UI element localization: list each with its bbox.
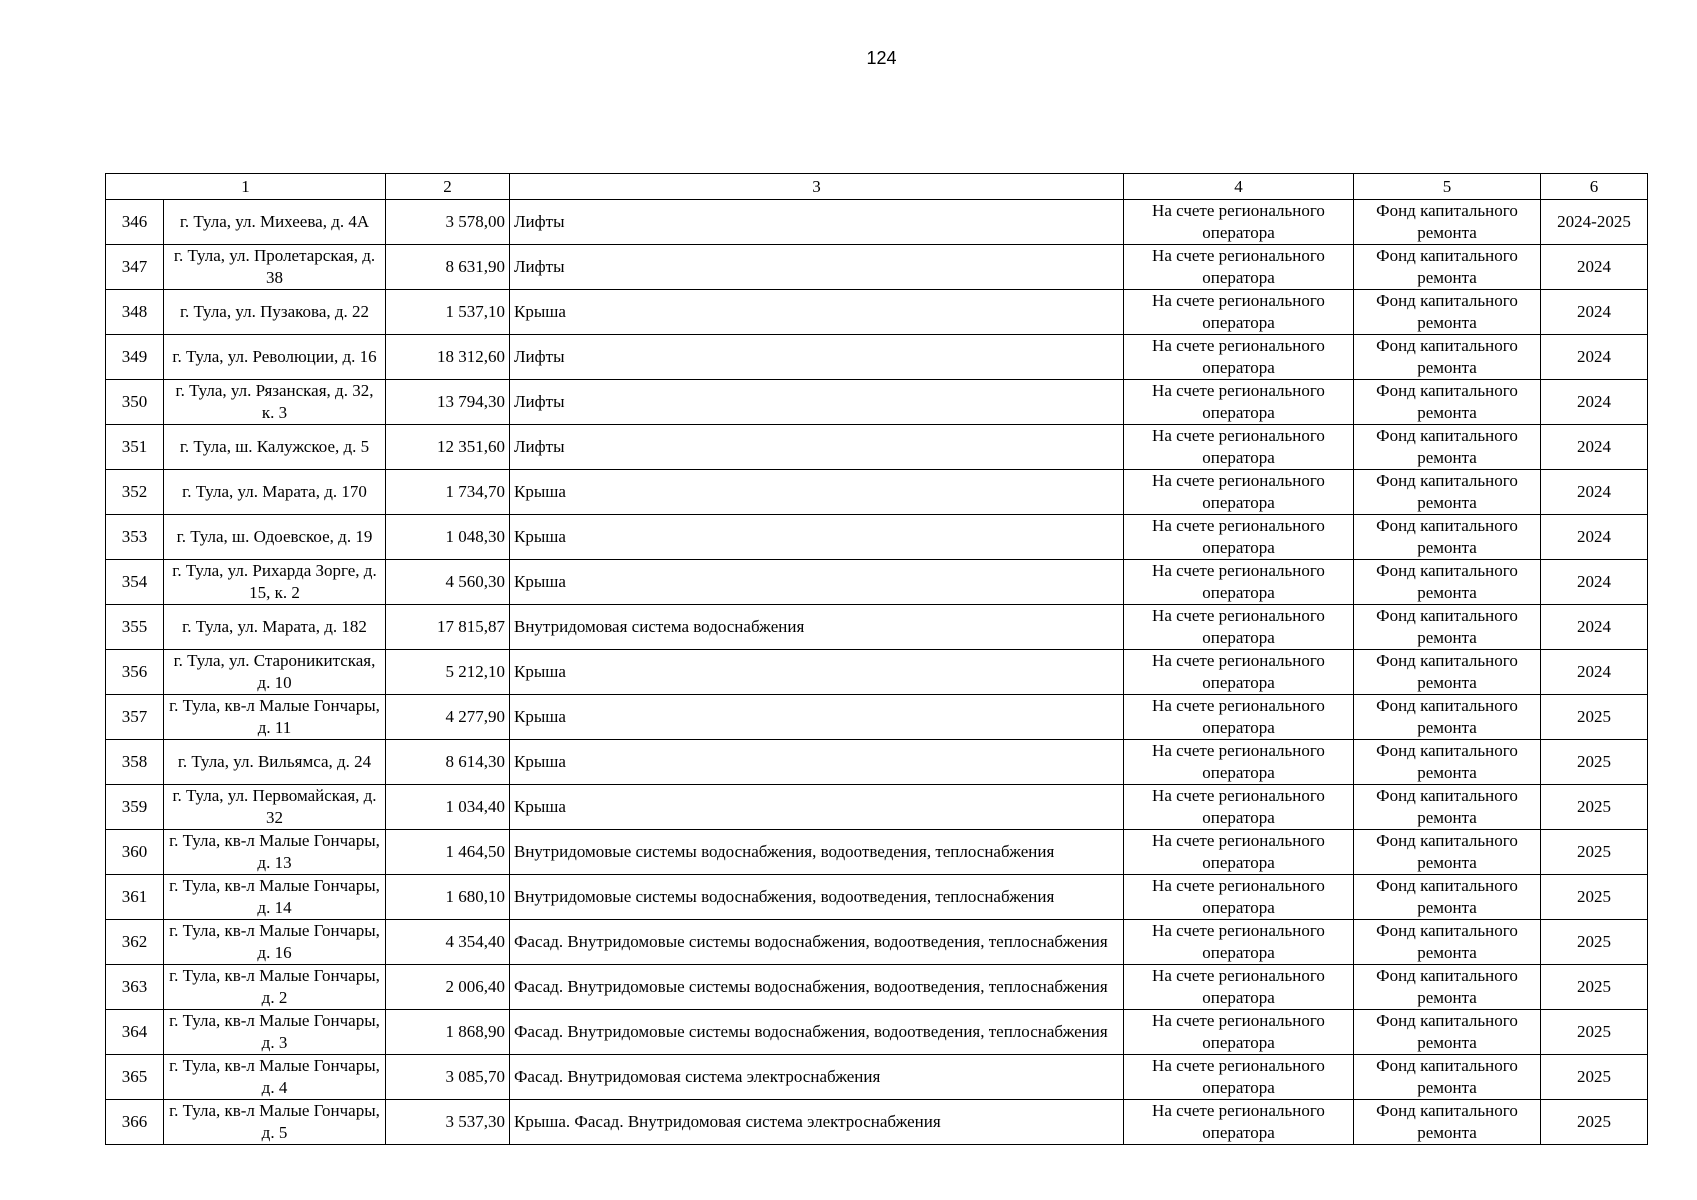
- funding-source-cell: Фонд капитального ремонта: [1354, 380, 1541, 425]
- funding-source-cell: Фонд капитального ремонта: [1354, 335, 1541, 380]
- address-cell: г. Тула, кв-л Малые Гончары, д. 3: [164, 1010, 386, 1055]
- cost-cell: 1 537,10: [386, 290, 510, 335]
- funding-source-cell: Фонд капитального ремонта: [1354, 200, 1541, 245]
- cost-cell: 17 815,87: [386, 605, 510, 650]
- address-cell: г. Тула, ул. Вильямса, д. 24: [164, 740, 386, 785]
- table-row: [106, 200, 1648, 245]
- address-cell: г. Тула, ул. Михеева, д. 4А: [164, 200, 386, 245]
- account-cell: На счете регионального оператора: [1124, 470, 1354, 515]
- cost-cell: 1 464,50: [386, 830, 510, 875]
- work-type-cell: Крыша: [510, 695, 1124, 740]
- page-number: 124: [866, 48, 897, 68]
- funding-source-cell: Фонд капитального ремонта: [1354, 560, 1541, 605]
- account-cell: На счете регионального оператора: [1124, 965, 1354, 1010]
- row-number: 366: [106, 1100, 164, 1145]
- cost-cell: 8 631,90: [386, 245, 510, 290]
- table-row: [106, 380, 1648, 425]
- work-type-cell: Крыша: [510, 740, 1124, 785]
- period-cell: 2024: [1541, 650, 1648, 695]
- period-cell: 2024: [1541, 470, 1648, 515]
- address-cell: г. Тула, ул. Марата, д. 182: [164, 605, 386, 650]
- period-cell: 2025: [1541, 1100, 1648, 1145]
- table-row: [106, 470, 1648, 515]
- period-cell: 2025: [1541, 920, 1648, 965]
- account-cell: На счете регионального оператора: [1124, 1010, 1354, 1055]
- account-cell: На счете регионального оператора: [1124, 605, 1354, 650]
- table-row: [106, 245, 1648, 290]
- funding-source-cell: Фонд капитального ремонта: [1354, 875, 1541, 920]
- table-row: [106, 965, 1648, 1010]
- table-row: [106, 920, 1648, 965]
- cost-cell: 3 578,00: [386, 200, 510, 245]
- work-type-cell: Фасад. Внутридомовая система электроснабжения: [510, 1055, 1124, 1100]
- work-type-cell: Фасад. Внутридомовые системы водоснабжения, водоотведения, теплоснабжения: [510, 1010, 1124, 1055]
- period-cell: 2025: [1541, 965, 1648, 1010]
- table-row: [106, 695, 1648, 740]
- account-cell: На счете регионального оператора: [1124, 560, 1354, 605]
- funding-source-cell: Фонд капитального ремонта: [1354, 1055, 1541, 1100]
- row-number: 362: [106, 920, 164, 965]
- period-cell: 2025: [1541, 875, 1648, 920]
- period-cell: 2024: [1541, 245, 1648, 290]
- header-cell-5: 5: [1354, 174, 1541, 200]
- period-cell: 2024: [1541, 515, 1648, 560]
- cost-cell: 4 354,40: [386, 920, 510, 965]
- cost-cell: 13 794,30: [386, 380, 510, 425]
- table-row: [106, 785, 1648, 830]
- table-row: [106, 335, 1648, 380]
- header-row: [106, 174, 1648, 200]
- work-type-cell: Внутридомовая система водоснабжения: [510, 605, 1124, 650]
- work-type-cell: Крыша: [510, 290, 1124, 335]
- address-cell: г. Тула, ш. Одоевское, д. 19: [164, 515, 386, 560]
- cost-cell: 4 277,90: [386, 695, 510, 740]
- address-cell: г. Тула, ул. Рихарда Зорге, д. 15, к. 2: [164, 560, 386, 605]
- period-cell: 2025: [1541, 740, 1648, 785]
- account-cell: На счете регионального оператора: [1124, 335, 1354, 380]
- work-type-cell: Крыша. Фасад. Внутридомовая система электроснабжения: [510, 1100, 1124, 1145]
- address-cell: г. Тула, кв-л Малые Гончары, д. 5: [164, 1100, 386, 1145]
- row-number: 351: [106, 425, 164, 470]
- table-row: [106, 740, 1648, 785]
- funding-source-cell: Фонд капитального ремонта: [1354, 920, 1541, 965]
- table-row: [106, 650, 1648, 695]
- work-type-cell: Фасад. Внутридомовые системы водоснабжения, водоотведения, теплоснабжения: [510, 965, 1124, 1010]
- funding-source-cell: Фонд капитального ремонта: [1354, 650, 1541, 695]
- period-cell: 2024-2025: [1541, 200, 1648, 245]
- row-number: 360: [106, 830, 164, 875]
- work-type-cell: Фасад. Внутридомовые системы водоснабжения, водоотведения, теплоснабжения: [510, 920, 1124, 965]
- table-row: [106, 1100, 1648, 1145]
- row-number: 346: [106, 200, 164, 245]
- account-cell: На счете регионального оператора: [1124, 200, 1354, 245]
- address-cell: г. Тула, ул. Первомайская, д. 32: [164, 785, 386, 830]
- period-cell: 2024: [1541, 335, 1648, 380]
- work-type-cell: Лифты: [510, 335, 1124, 380]
- period-cell: 2024: [1541, 605, 1648, 650]
- account-cell: На счете регионального оператора: [1124, 1100, 1354, 1145]
- header-cell-3: 3: [510, 174, 1124, 200]
- address-cell: г. Тула, кв-л Малые Гончары, д. 4: [164, 1055, 386, 1100]
- cost-cell: 12 351,60: [386, 425, 510, 470]
- table-row: [106, 1010, 1648, 1055]
- cost-cell: 18 312,60: [386, 335, 510, 380]
- funding-source-cell: Фонд капитального ремонта: [1354, 290, 1541, 335]
- period-cell: 2025: [1541, 785, 1648, 830]
- row-number: 350: [106, 380, 164, 425]
- address-cell: г. Тула, ул. Марата, д. 170: [164, 470, 386, 515]
- table-row: [106, 290, 1648, 335]
- address-cell: г. Тула, кв-л Малые Гончары, д. 14: [164, 875, 386, 920]
- cost-cell: 2 006,40: [386, 965, 510, 1010]
- cost-cell: 8 614,30: [386, 740, 510, 785]
- address-cell: г. Тула, ул. Староникитская, д. 10: [164, 650, 386, 695]
- period-cell: 2025: [1541, 1055, 1648, 1100]
- account-cell: На счете регионального оператора: [1124, 290, 1354, 335]
- account-cell: На счете регионального оператора: [1124, 1055, 1354, 1100]
- period-cell: 2025: [1541, 830, 1648, 875]
- funding-source-cell: Фонд капитального ремонта: [1354, 1100, 1541, 1145]
- address-cell: г. Тула, кв-л Малые Гончары, д. 16: [164, 920, 386, 965]
- period-cell: 2025: [1541, 1010, 1648, 1055]
- row-number: 359: [106, 785, 164, 830]
- row-number: 353: [106, 515, 164, 560]
- cost-cell: 1 868,90: [386, 1010, 510, 1055]
- row-number: 347: [106, 245, 164, 290]
- work-type-cell: Крыша: [510, 515, 1124, 560]
- funding-source-cell: Фонд капитального ремонта: [1354, 830, 1541, 875]
- cost-cell: 1 048,30: [386, 515, 510, 560]
- work-type-cell: Крыша: [510, 560, 1124, 605]
- cost-cell: 1 034,40: [386, 785, 510, 830]
- funding-source-cell: Фонд капитального ремонта: [1354, 695, 1541, 740]
- row-number: 357: [106, 695, 164, 740]
- table-row: [106, 425, 1648, 470]
- address-cell: г. Тула, ш. Калужское, д. 5: [164, 425, 386, 470]
- account-cell: На счете регионального оператора: [1124, 380, 1354, 425]
- table-row: [106, 560, 1648, 605]
- table-row: [106, 875, 1648, 920]
- work-type-cell: Лифты: [510, 425, 1124, 470]
- cost-cell: 4 560,30: [386, 560, 510, 605]
- cost-cell: 3 085,70: [386, 1055, 510, 1100]
- account-cell: На счете регионального оператора: [1124, 875, 1354, 920]
- period-cell: 2024: [1541, 380, 1648, 425]
- funding-source-cell: Фонд капитального ремонта: [1354, 245, 1541, 290]
- row-number: 348: [106, 290, 164, 335]
- header-cell-4: 4: [1124, 174, 1354, 200]
- account-cell: На счете регионального оператора: [1124, 695, 1354, 740]
- row-number: 352: [106, 470, 164, 515]
- address-cell: г. Тула, ул. Рязанская, д. 32, к. 3: [164, 380, 386, 425]
- row-number: 365: [106, 1055, 164, 1100]
- row-number: 363: [106, 965, 164, 1010]
- account-cell: На счете регионального оператора: [1124, 785, 1354, 830]
- work-type-cell: Лифты: [510, 200, 1124, 245]
- table-row: [106, 515, 1648, 560]
- period-cell: 2025: [1541, 695, 1648, 740]
- work-type-cell: Лифты: [510, 380, 1124, 425]
- period-cell: 2024: [1541, 290, 1648, 335]
- address-cell: г. Тула, кв-л Малые Гончары, д. 11: [164, 695, 386, 740]
- work-type-cell: Крыша: [510, 785, 1124, 830]
- cost-cell: 1 680,10: [386, 875, 510, 920]
- header-cell-2: 2: [386, 174, 510, 200]
- period-cell: 2024: [1541, 560, 1648, 605]
- table-row: [106, 605, 1648, 650]
- row-number: 358: [106, 740, 164, 785]
- row-number: 355: [106, 605, 164, 650]
- address-cell: г. Тула, кв-л Малые Гончары, д. 13: [164, 830, 386, 875]
- account-cell: На счете регионального оператора: [1124, 245, 1354, 290]
- work-type-cell: Крыша: [510, 470, 1124, 515]
- funding-source-cell: Фонд капитального ремонта: [1354, 425, 1541, 470]
- account-cell: На счете регионального оператора: [1124, 830, 1354, 875]
- account-cell: На счете регионального оператора: [1124, 425, 1354, 470]
- header-cell-6: 6: [1541, 174, 1648, 200]
- account-cell: На счете регионального оператора: [1124, 650, 1354, 695]
- funding-source-cell: Фонд капитального ремонта: [1354, 740, 1541, 785]
- cost-cell: 1 734,70: [386, 470, 510, 515]
- account-cell: На счете регионального оператора: [1124, 740, 1354, 785]
- funding-source-cell: Фонд капитального ремонта: [1354, 470, 1541, 515]
- address-cell: г. Тула, кв-л Малые Гончары, д. 2: [164, 965, 386, 1010]
- address-cell: г. Тула, ул. Пролетарская, д. 38: [164, 245, 386, 290]
- work-type-cell: Внутридомовые системы водоснабжения, водоотведения, теплоснабжения: [510, 875, 1124, 920]
- account-cell: На счете регионального оператора: [1124, 515, 1354, 560]
- table-row: [106, 1055, 1648, 1100]
- address-cell: г. Тула, ул. Пузакова, д. 22: [164, 290, 386, 335]
- row-number: 349: [106, 335, 164, 380]
- table-row: [106, 830, 1648, 875]
- funding-source-cell: Фонд капитального ремонта: [1354, 1010, 1541, 1055]
- capital-repair-table: [105, 173, 1648, 1145]
- address-cell: г. Тула, ул. Революции, д. 16: [164, 335, 386, 380]
- row-number: 364: [106, 1010, 164, 1055]
- row-number: 361: [106, 875, 164, 920]
- header-cell-1: 1: [106, 174, 386, 200]
- funding-source-cell: Фонд капитального ремонта: [1354, 515, 1541, 560]
- work-type-cell: Внутридомовые системы водоснабжения, водоотведения, теплоснабжения: [510, 830, 1124, 875]
- funding-source-cell: Фонд капитального ремонта: [1354, 605, 1541, 650]
- row-number: 354: [106, 560, 164, 605]
- work-type-cell: Крыша: [510, 650, 1124, 695]
- funding-source-cell: Фонд капитального ремонта: [1354, 785, 1541, 830]
- cost-cell: 5 212,10: [386, 650, 510, 695]
- cost-cell: 3 537,30: [386, 1100, 510, 1145]
- funding-source-cell: Фонд капитального ремонта: [1354, 965, 1541, 1010]
- account-cell: На счете регионального оператора: [1124, 920, 1354, 965]
- work-type-cell: Лифты: [510, 245, 1124, 290]
- period-cell: 2024: [1541, 425, 1648, 470]
- row-number: 356: [106, 650, 164, 695]
